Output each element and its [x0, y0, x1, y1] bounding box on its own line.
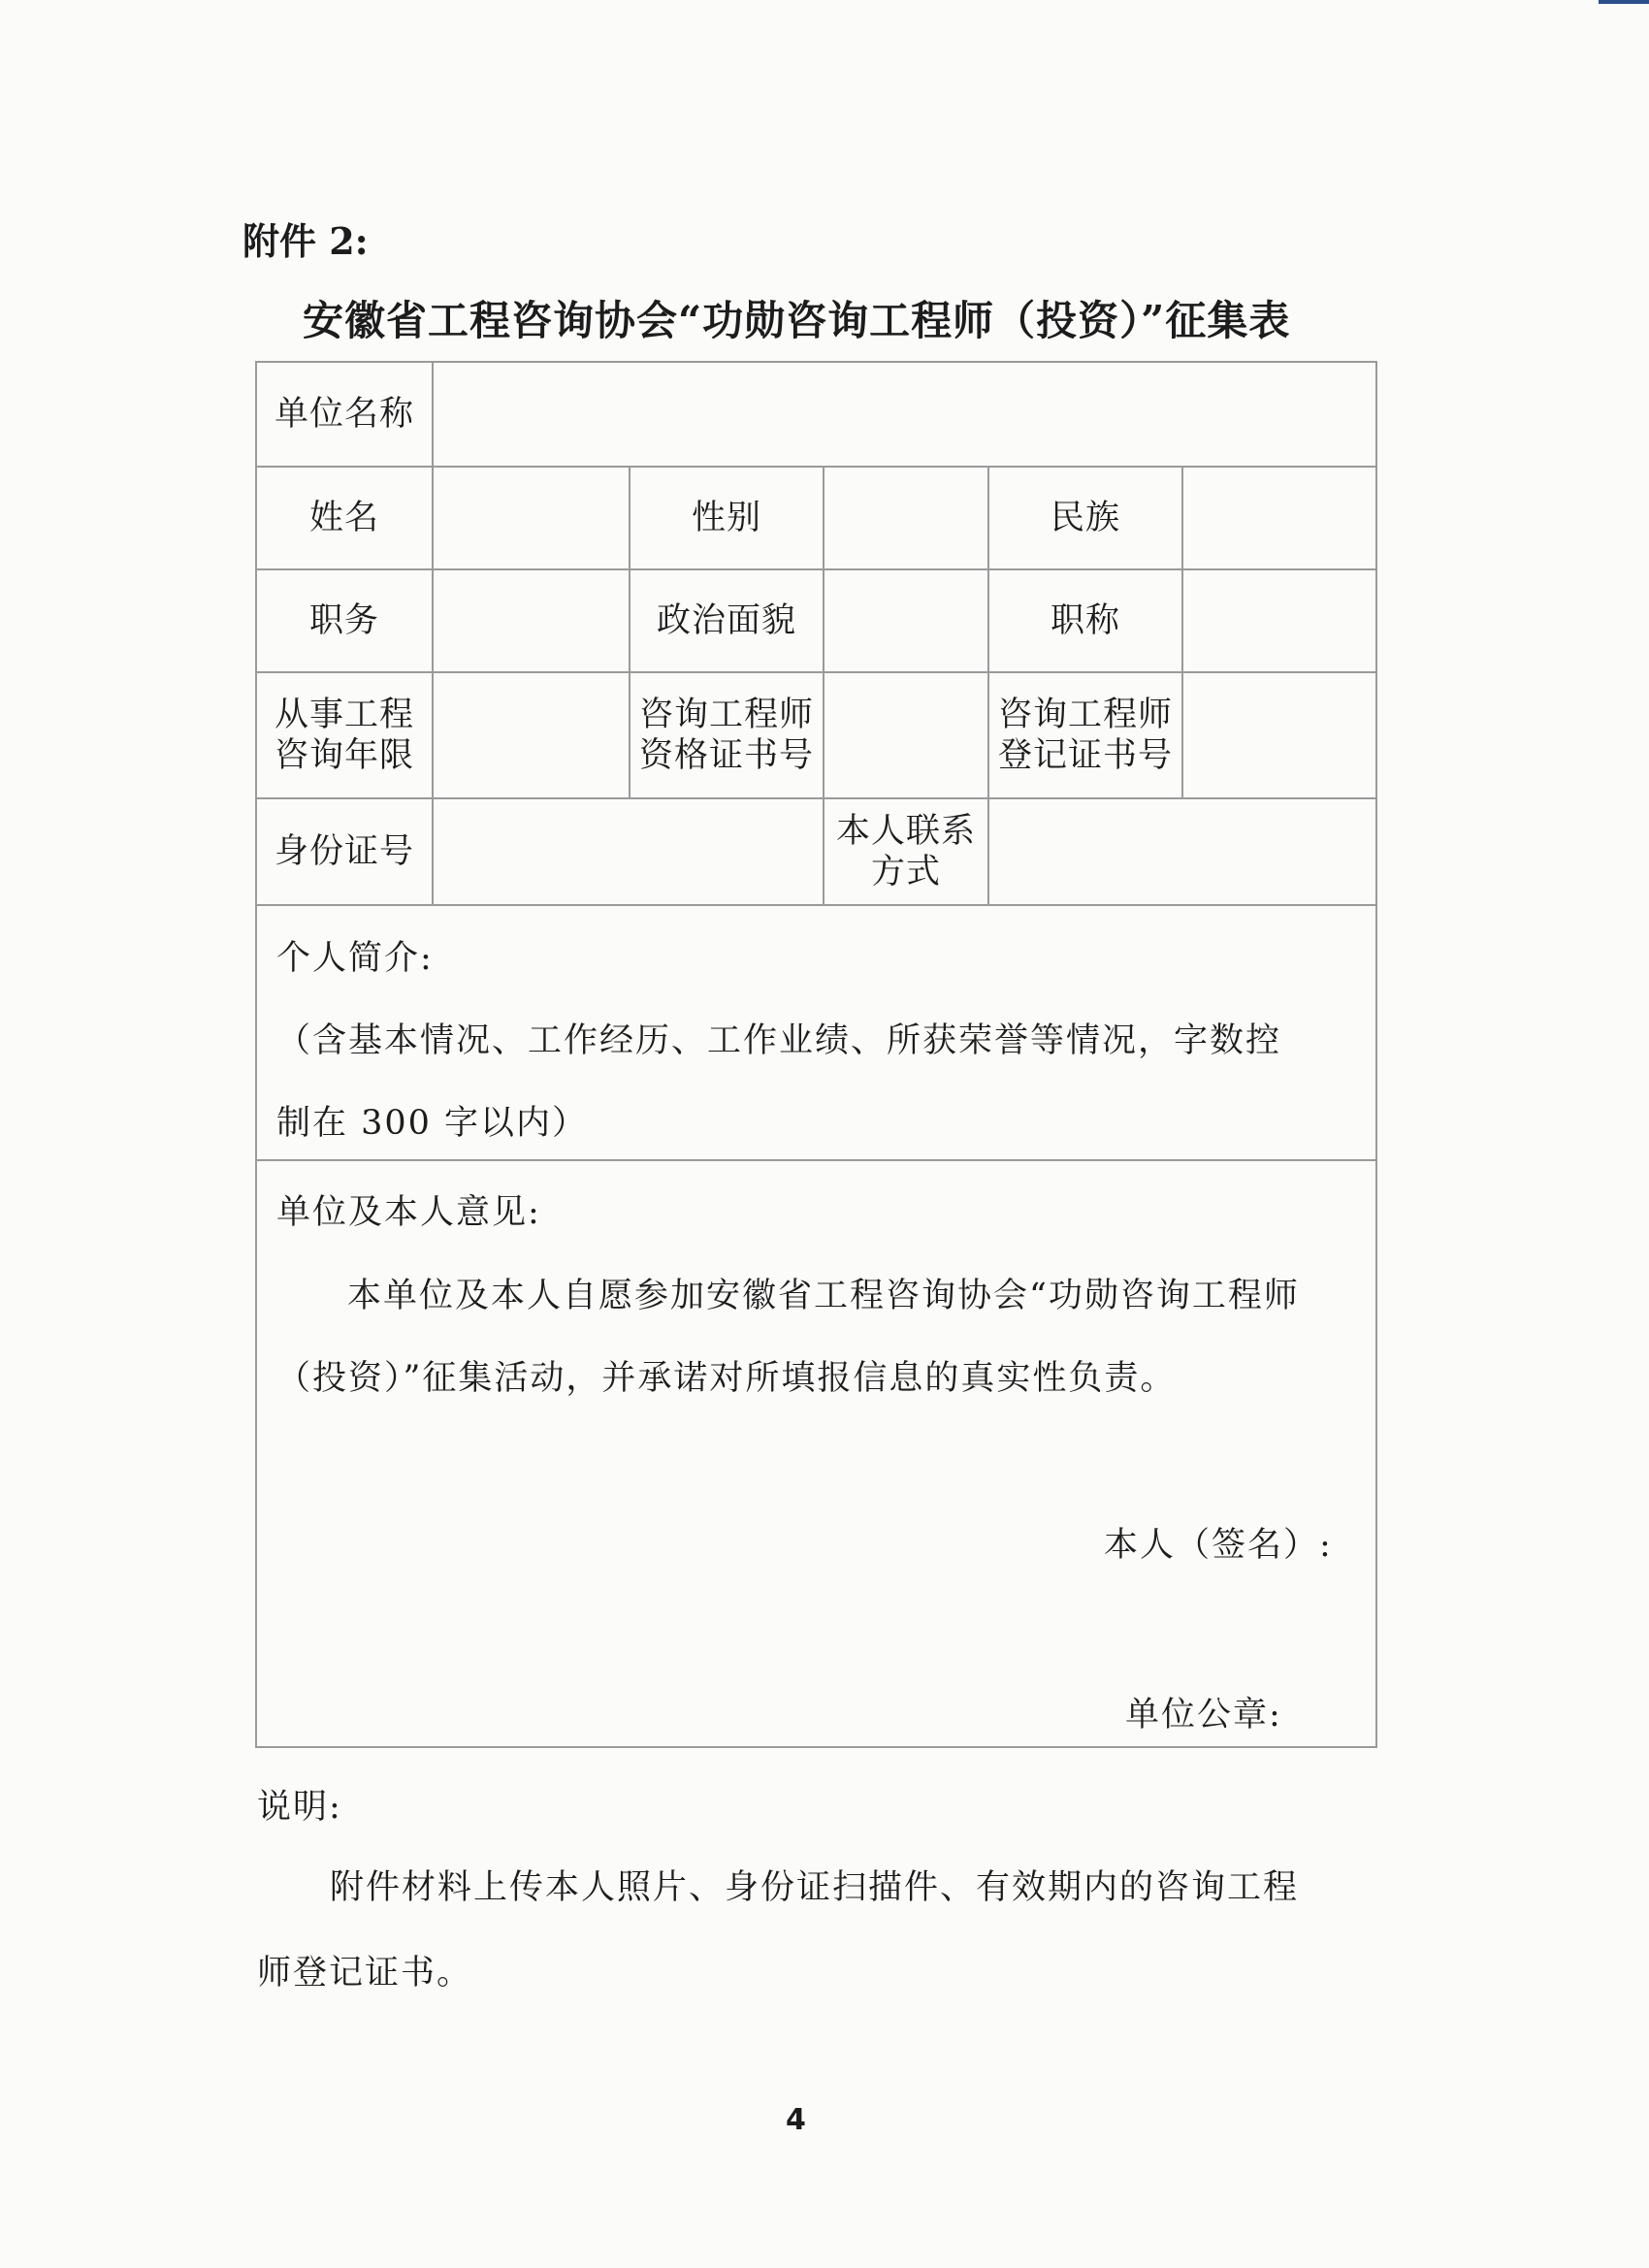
- table-rule: [629, 466, 630, 797]
- unit-name-label: 单位名称: [274, 395, 414, 434]
- notes-line2: 师登记证书。: [257, 1954, 473, 1993]
- notes-line1: 附件材料上传本人照片、身份证扫描件、有效期内的咨询工程: [330, 1868, 1300, 1907]
- opinion-field[interactable]: [257, 1161, 1375, 1746]
- profile-field[interactable]: [257, 906, 1375, 1159]
- scan-edge-mark: [1599, 0, 1649, 4]
- qualification-cert-field[interactable]: [824, 673, 987, 797]
- profile-heading: 个人简介:: [276, 939, 434, 978]
- name-field[interactable]: [434, 468, 629, 568]
- profile-note-line1: （含基本情况、工作经历、工作业绩、所获荣誉等情况，字数控: [276, 1021, 1282, 1060]
- unit-name-field[interactable]: [434, 363, 1375, 466]
- id-number-field[interactable]: [434, 799, 823, 904]
- name-label: 姓名: [308, 499, 379, 537]
- position-field[interactable]: [434, 570, 629, 671]
- id-number-label-text: 身份证号: [274, 832, 414, 871]
- table-rule: [255, 568, 1377, 570]
- form-title: 安徽省工程咨询协会“功勋咨询工程师（投资）”征集表: [303, 297, 1291, 344]
- ethnicity-label: 民族: [1050, 499, 1120, 537]
- registration-cert-field[interactable]: [1183, 673, 1375, 797]
- profile-note-line2: 制在 300 字以内）: [276, 1104, 589, 1143]
- signature-label: 本人（签名）:: [1104, 1526, 1333, 1565]
- table-rule: [1181, 466, 1183, 797]
- gender-label: 性别: [691, 499, 761, 537]
- table-rule: [255, 904, 1377, 906]
- consulting-years-field[interactable]: [434, 673, 629, 797]
- political-status-label: 政治面貌: [656, 601, 796, 640]
- contact-label-text: 方式: [870, 853, 941, 891]
- table-rule: [432, 361, 434, 466]
- professional-title-field[interactable]: [1183, 570, 1375, 671]
- table-rule: [255, 671, 1377, 673]
- page-number: 4: [786, 2103, 806, 2137]
- contact-field[interactable]: [989, 799, 1375, 904]
- opinion-body-line1: 本单位及本人自愿参加安徽省工程咨询协会“功勋咨询工程师: [347, 1277, 1300, 1315]
- position-label: 职务: [308, 601, 379, 640]
- opinion-body-line2: （投资）”征集活动，并承诺对所填报信息的真实性负责。: [276, 1359, 1177, 1398]
- notes-heading: 说明:: [257, 1788, 342, 1827]
- seal-label: 单位公章:: [1125, 1696, 1282, 1734]
- contact-label: [824, 799, 987, 904]
- professional-title-label: 职称: [1050, 601, 1120, 640]
- table-rule: [255, 466, 1377, 468]
- registration-cert-label: 咨询工程师 登记证书号: [997, 696, 1173, 775]
- qualification-cert-label: 咨询工程师 资格证书号: [638, 696, 814, 775]
- opinion-heading: 单位及本人意见:: [276, 1193, 541, 1232]
- id-number-label: [257, 799, 432, 904]
- consulting-years-label: 从事工程 咨询年限: [274, 696, 414, 775]
- contact-label-text: 本人联系: [835, 812, 976, 851]
- political-status-field[interactable]: [824, 570, 987, 671]
- gender-field[interactable]: [824, 468, 987, 568]
- ethnicity-field[interactable]: [1183, 468, 1375, 568]
- attachment-label: 附件 2:: [242, 219, 369, 263]
